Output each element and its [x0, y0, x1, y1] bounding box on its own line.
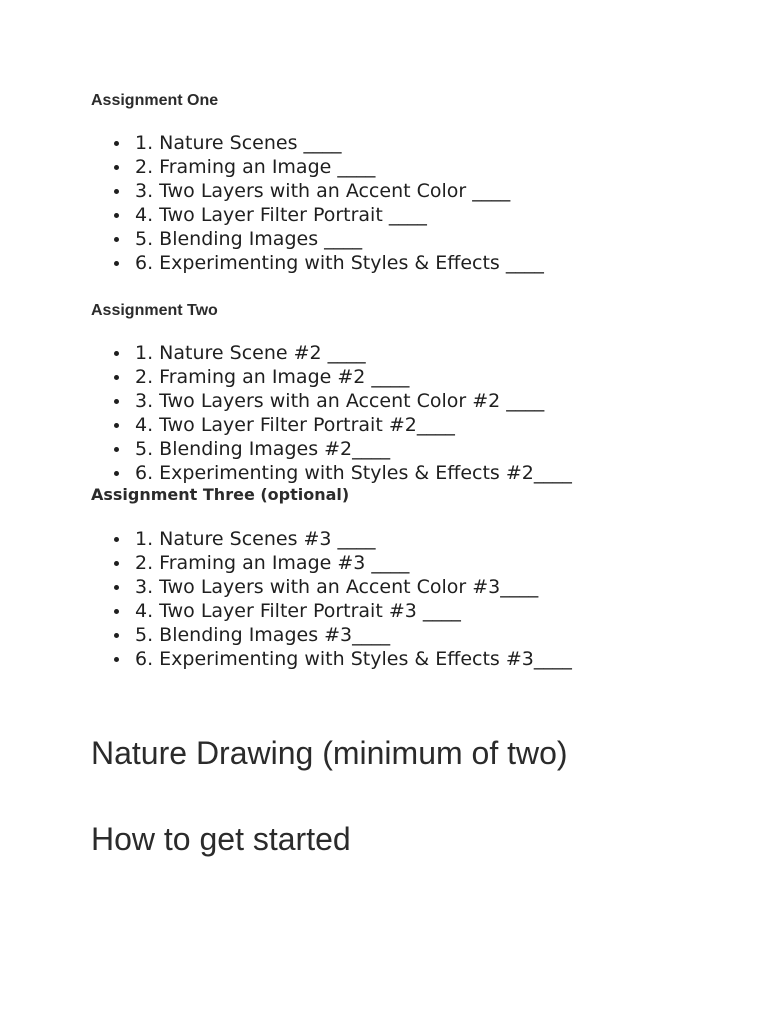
list-item-text: 6. Experimenting with Styles & Effects #2____	[135, 462, 572, 484]
assignment-one-list	[0, 131, 544, 275]
list-item-text: 2. Framing an Image #2 ____	[135, 366, 410, 388]
list-item	[0, 227, 544, 251]
nature-drawing-heading: Nature Drawing (minimum of two)	[91, 735, 568, 771]
bullet-icon	[114, 657, 119, 662]
list-item	[0, 527, 572, 551]
bullet-icon	[114, 165, 119, 170]
assignment-two-list	[0, 341, 572, 485]
list-item	[0, 575, 572, 599]
list-item-text: 6. Experimenting with Styles & Effects ____	[135, 252, 544, 274]
bullet-icon	[114, 633, 119, 638]
bullet-icon	[114, 213, 119, 218]
list-item	[0, 179, 544, 203]
bullet-icon	[114, 261, 119, 266]
list-item-text: 2. Framing an Image ____	[135, 156, 376, 178]
list-item-text: 3. Two Layers with an Accent Color #2 ____	[135, 390, 545, 412]
list-item	[0, 647, 572, 671]
list-item-text: 3. Two Layers with an Accent Color ____	[135, 180, 511, 202]
list-item-text: 1. Nature Scene #2 ____	[135, 342, 366, 364]
bullet-icon	[114, 375, 119, 380]
list-item-text: 4. Two Layer Filter Portrait #2____	[135, 414, 455, 436]
bullet-icon	[114, 537, 119, 542]
bullet-icon	[114, 237, 119, 242]
list-item	[0, 551, 572, 575]
list-item	[0, 251, 544, 275]
bullet-icon	[114, 447, 119, 452]
list-item	[0, 623, 572, 647]
bullet-icon	[114, 423, 119, 428]
list-item-text: 4. Two Layer Filter Portrait ____	[135, 204, 427, 226]
list-item	[0, 203, 544, 227]
bullet-icon	[114, 561, 119, 566]
get-started-heading: How to get started	[91, 821, 351, 857]
list-item	[0, 437, 572, 461]
bullet-icon	[114, 189, 119, 194]
list-item	[0, 599, 572, 623]
bullet-icon	[114, 351, 119, 356]
bullet-icon	[114, 399, 119, 404]
list-item	[0, 389, 572, 413]
list-item	[0, 413, 572, 437]
list-item-text: 5. Blending Images #3____	[135, 624, 391, 646]
list-item-text: 3. Two Layers with an Accent Color #3____	[135, 576, 539, 598]
bullet-icon	[114, 609, 119, 614]
assignment-three-heading: Assignment Three (optional)	[91, 485, 350, 504]
assignment-three-list	[0, 527, 572, 671]
list-item-text: 1. Nature Scenes ____	[135, 132, 342, 154]
list-item-text: 4. Two Layer Filter Portrait #3 ____	[135, 600, 461, 622]
assignment-two-heading: Assignment Two	[91, 302, 218, 319]
list-item	[0, 131, 544, 155]
assignment-one-heading: Assignment One	[91, 92, 219, 109]
bullet-icon	[114, 585, 119, 590]
list-item-text: 6. Experimenting with Styles & Effects #3____	[135, 648, 572, 670]
list-item	[0, 461, 572, 485]
list-item-text: 5. Blending Images ____	[135, 228, 363, 250]
bullet-icon	[114, 471, 119, 476]
bullet-icon	[114, 141, 119, 146]
list-item-text: 5. Blending Images #2____	[135, 438, 391, 460]
list-item-text: 1. Nature Scenes #3 ____	[135, 528, 376, 550]
list-item-text: 2. Framing an Image #3 ____	[135, 552, 410, 574]
list-item	[0, 341, 572, 365]
list-item	[0, 155, 544, 179]
list-item	[0, 365, 572, 389]
